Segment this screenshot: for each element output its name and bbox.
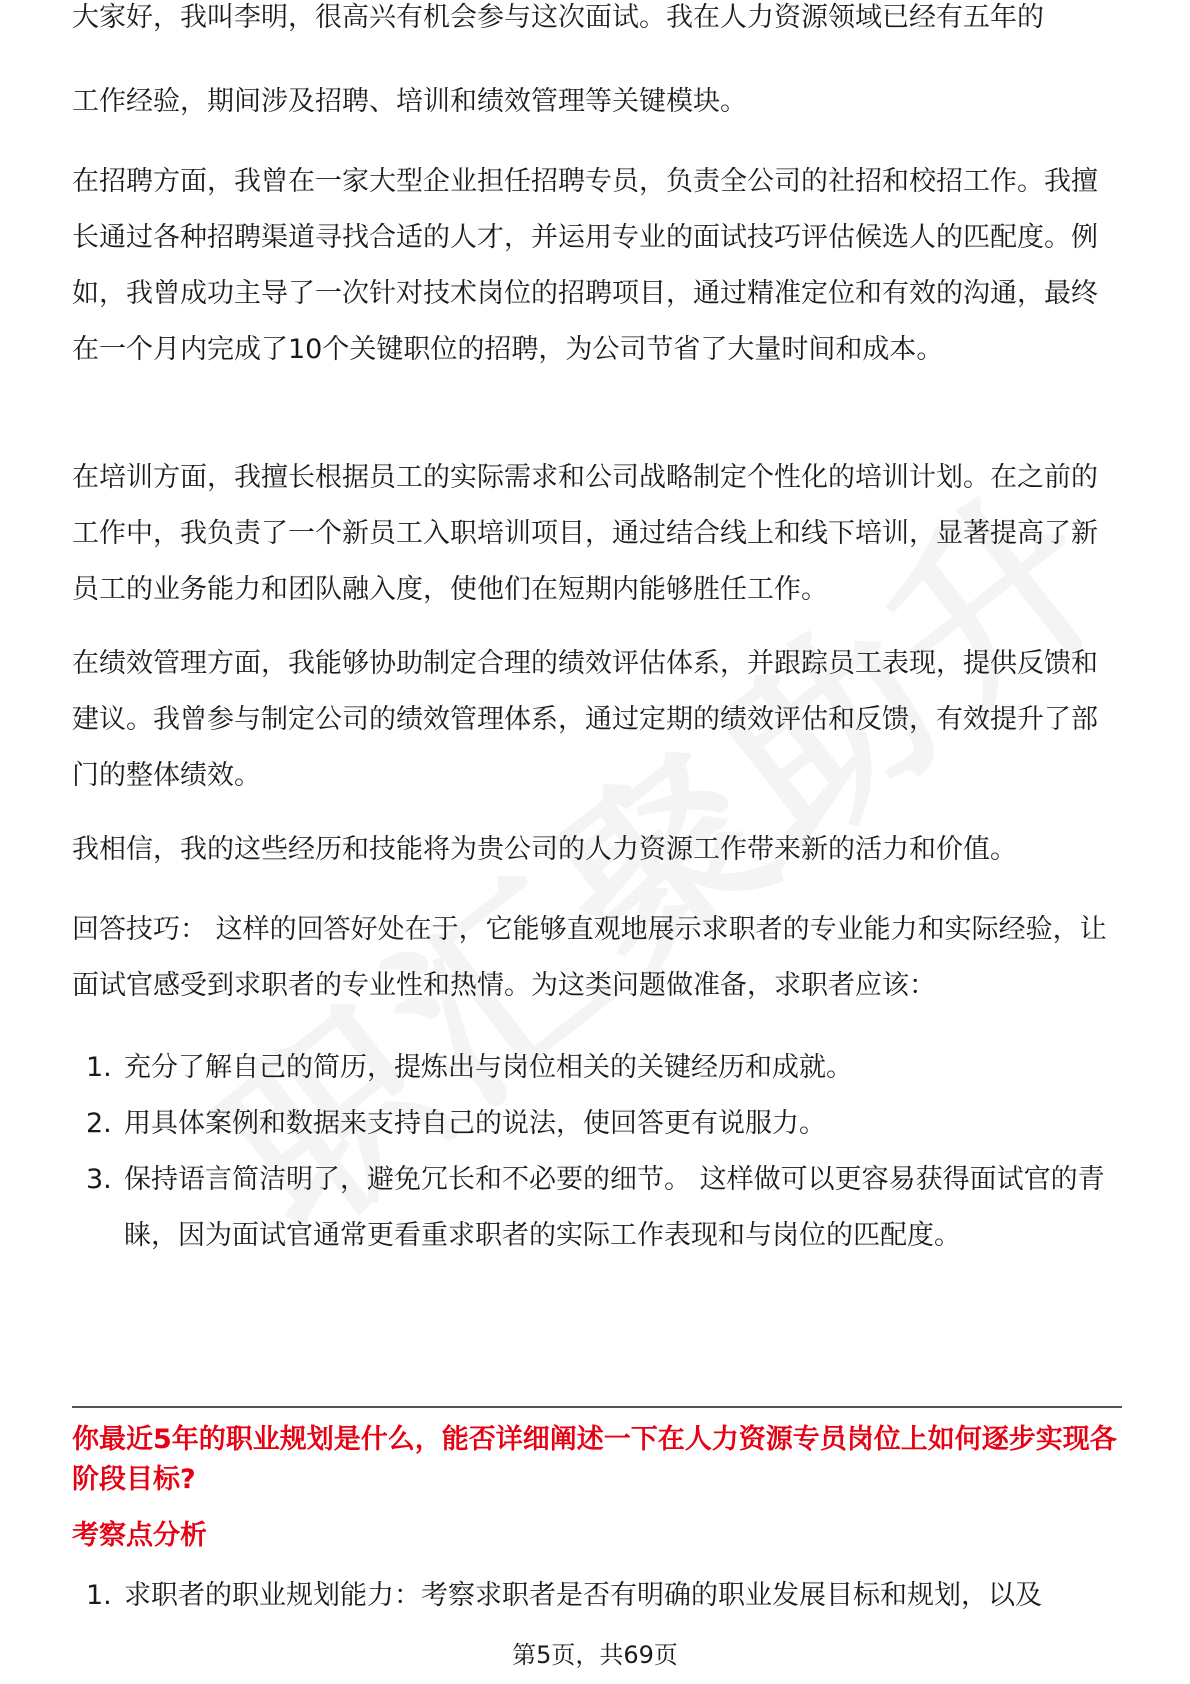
paragraph-training: 在培训方面，我擅长根据员工的实际需求和公司战略制定个性化的培训计划。在之前的工作中，我负责了一个新员工入职培训项目，通过结合线上和线下培训，显著提高了新员工的业务能力和团队融入度，使他们在短期内能够胜任工作。: [72, 462, 1098, 605]
question-title: 你最近5年的职业规划是什么，能否详细阐述一下在人力资源专员岗位上如何逐步实现各阶段目标?: [72, 1424, 1117, 1495]
list-item-text: 用具体案例和数据来支持自己的说法，使回答更有说服力。: [124, 1108, 826, 1139]
paragraph-answer-tips: 回答技巧： 这样的回答好处在于，它能够直观地展示求职者的专业能力和实际经验，让面试官感受到求职者的专业性和热情。为这类问题做准备，求职者应该：: [72, 914, 1107, 1001]
list-item-number: 1.: [86, 1580, 112, 1611]
section-divider: [72, 1406, 1122, 1408]
list-item: [72, 1096, 1122, 1152]
list-item-number: 2.: [86, 1108, 112, 1139]
list-item-text: 求职者的职业规划能力：考察求职者是否有明确的职业发展目标和规划，以及: [124, 1580, 1042, 1611]
paragraph-intro: 工作经验，期间涉及招聘、培训和绩效管理等关键模块。: [72, 86, 747, 117]
paragraph-performance: 在绩效管理方面，我能够协助制定合理的绩效评估体系，并跟踪员工表现，提供反馈和建议。我曾参与制定公司的绩效管理体系，通过定期的绩效评估和反馈，有效提升了部门的整体绩效。: [72, 648, 1098, 791]
list-item-number: 1.: [86, 1052, 112, 1083]
paragraph-recruitment: 在招聘方面，我曾在一家大型企业担任招聘专员，负责全公司的社招和校招工作。我擅长通过各种招聘渠道寻找合适的人才，并运用专业的面试技巧评估候选人的匹配度。例如，我曾成功主导了一次针对技术岗位的招聘项目，通过精准定位和有效的沟通，最终在一个月内完成了10个关键职位的招聘，为公司节省了大量时间和成本。: [72, 166, 1098, 365]
list-item-text: 充分了解自己的简历，提炼出与岗位相关的关键经历和成就。: [124, 1052, 853, 1083]
page-footer: 第5页，共69页: [512, 1641, 678, 1669]
list-item-text: 保持语言简洁明了，避免冗长和不必要的细节。 这样做可以更容易获得面试官的青睐，因为面试官通常更看重求职者的实际工作表现和与岗位的匹配度。: [124, 1164, 1105, 1251]
list-item: [72, 1152, 1122, 1264]
cut-off-line-text: 大家好，我叫李明，很高兴有机会参与这次面试。我在人力资源领域已经有五年的: [72, 2, 1044, 33]
analysis-list: [72, 1568, 1122, 1624]
list-item: [72, 1568, 1122, 1624]
paragraph-conclusion: 我相信，我的这些经历和技能将为贵公司的人力资源工作带来新的活力和价值。: [72, 834, 1017, 865]
list-item-number: 3.: [86, 1164, 112, 1195]
cut-off-line: [72, 2, 1122, 58]
section-heading: 考察点分析: [72, 1520, 207, 1551]
tips-list: [72, 1040, 1122, 1264]
list-item: [72, 1040, 1122, 1096]
